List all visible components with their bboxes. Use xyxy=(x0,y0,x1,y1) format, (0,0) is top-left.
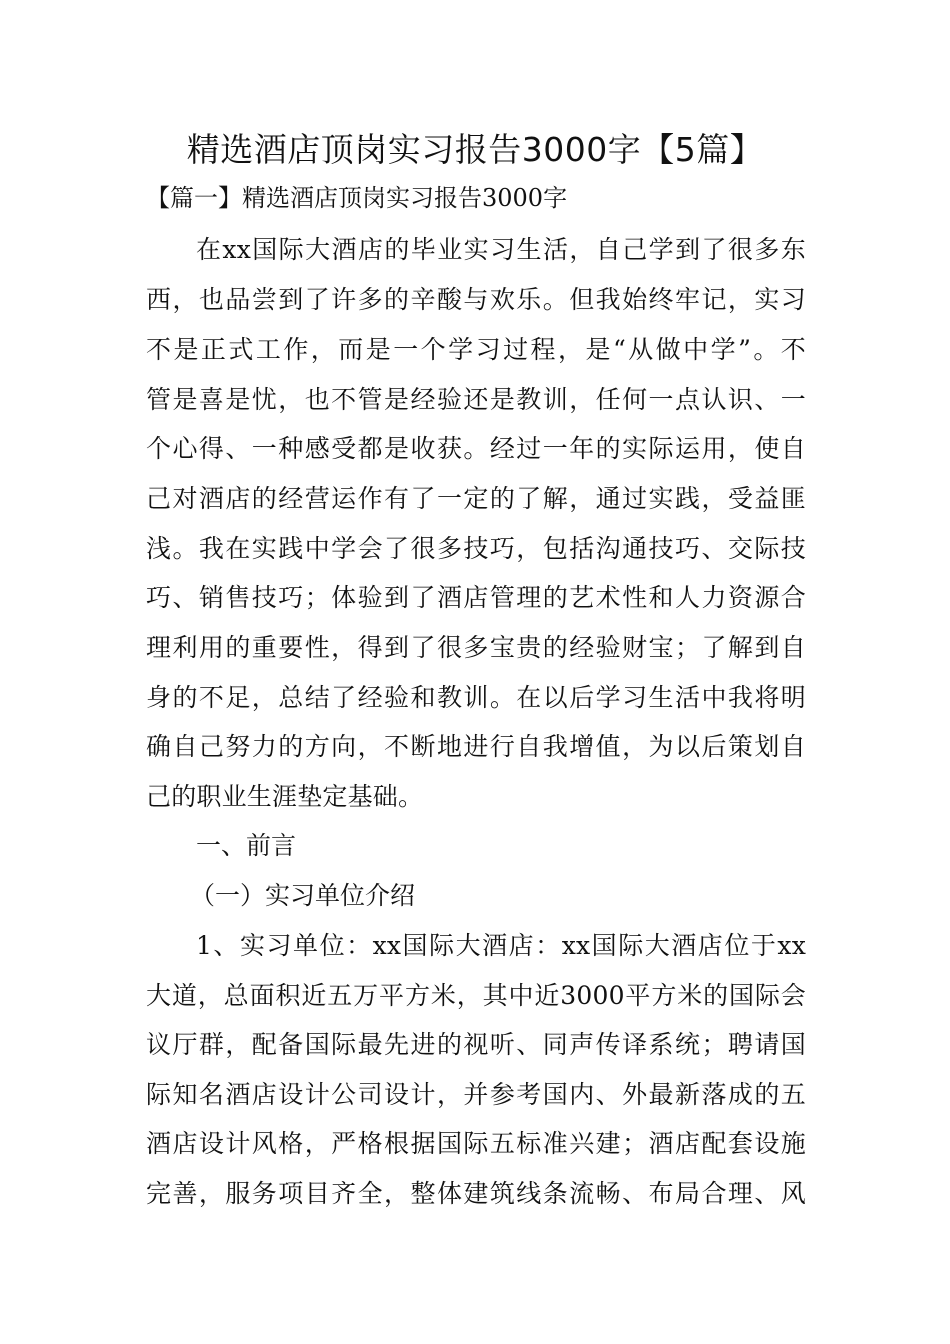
section-title: 【篇一】精选酒店顶岗实习报告3000字 xyxy=(146,184,568,212)
paragraph-line: 己的职业生涯垫定基础。 xyxy=(146,782,424,811)
paragraph-line: 大道，总面积近五万平方米，其中近3000平方米的国际会 xyxy=(146,981,806,1010)
paragraph-line: 议厅群，配备国际最先进的视听、同声传译系统；聘请国 xyxy=(146,1030,806,1059)
document-title: 精选酒店顶岗实习报告3000字【5篇】 xyxy=(186,130,764,169)
paragraph-line: 理利用的重要性，得到了很多宝贵的经验财宝；了解到自 xyxy=(146,633,806,662)
paragraph-line: 个心得、一种感受都是收获。经过一年的实际运用，使自 xyxy=(146,434,806,463)
section-heading: 一、前言 xyxy=(196,831,297,860)
paragraph-line: 浅。我在实践中学会了很多技巧，包括沟通技巧、交际技 xyxy=(146,534,806,563)
paragraph-line: 身的不足，总结了经验和教训。在以后学习生活中我将明 xyxy=(146,683,806,712)
paragraph-line: 1、实习单位：xx国际大酒店：xx国际大酒店位于xx xyxy=(196,931,806,960)
paragraph-line: 在xx国际大酒店的毕业实习生活，自己学到了很多东 xyxy=(196,235,806,264)
paragraph-line: 己对酒店的经营运作有了一定的了解，通过实践，受益匪 xyxy=(146,484,806,513)
paragraph-line: 确自己努力的方向，不断地进行自我增值，为以后策划自 xyxy=(146,732,806,761)
paragraph-line: 巧、销售技巧；体验到了酒店管理的艺术性和人力资源合 xyxy=(146,583,806,612)
paragraph-line: 不是正式工作，而是一个学习过程，是“从做中学”。不 xyxy=(146,335,806,364)
paragraph-line: 完善，服务项目齐全，整体建筑线条流畅、布局合理、风 xyxy=(146,1179,806,1208)
paragraph-line: 酒店设计风格，严格根据国际五标准兴建；酒店配套设施 xyxy=(146,1129,806,1158)
subsection-heading: （一）实习单位介绍 xyxy=(190,881,416,910)
paragraph-line: 西，也品尝到了许多的辛酸与欢乐。但我始终牢记，实习 xyxy=(146,285,806,314)
paragraph-line: 管是喜是忧，也不管是经验还是教训，任何一点认识、一 xyxy=(146,385,806,414)
paragraph-line: 际知名酒店设计公司设计，并参考国内、外最新落成的五 xyxy=(146,1080,806,1109)
